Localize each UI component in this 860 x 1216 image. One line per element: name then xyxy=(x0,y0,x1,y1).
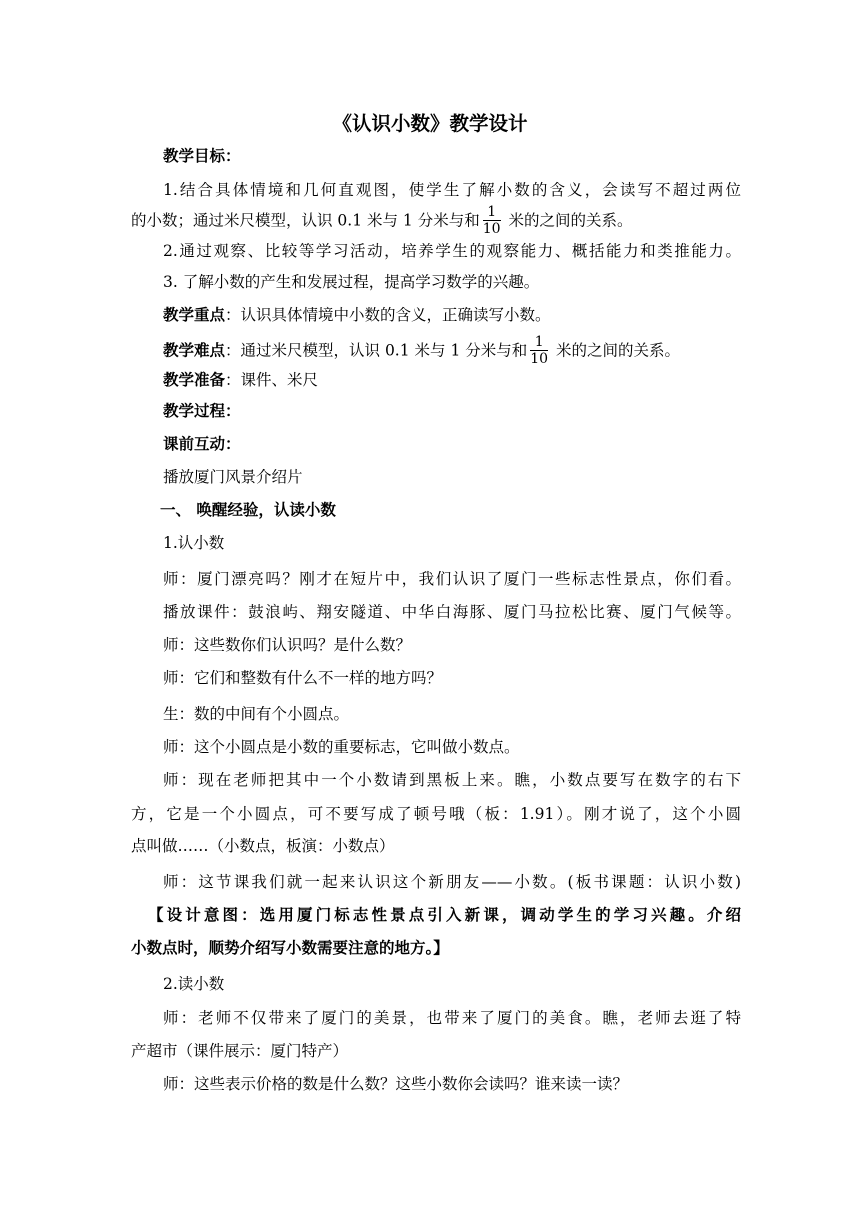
paragraph-line: 师：老师不仅带来了厦门的美景，也带来了厦门的美食。瞧，老师去逛了特 xyxy=(163,1009,741,1027)
preclass-heading: 课前互动： xyxy=(163,434,241,453)
paragraph: 师：这个小圆点是小数的重要标志，它叫做小数点。 xyxy=(163,738,520,756)
preclass-text: 播放厦门风景介绍片 xyxy=(163,468,303,486)
objective-3: 3. 了解小数的产生和发展过程，提高学习数学的兴趣。 xyxy=(163,273,540,291)
objective-1-line-1: 1.结合具体情境和几何直观图，使学生了解小数的含义，会读写不超过两位 xyxy=(163,181,741,199)
subsection-recognize: 1.认小数 xyxy=(163,534,225,552)
fraction-one-tenth: $\frac{1}{10}$ xyxy=(530,334,549,367)
paragraph-line: 点叫做……（小数点，板演：小数点） xyxy=(131,837,395,855)
paragraph-line: 师：现在老师把其中一个小数请到黑板上来。瞧，小数点要写在数字的右下 xyxy=(163,771,741,789)
objectives-heading: 教学目标： xyxy=(163,146,241,165)
paragraph: 师：这些数你们认识吗？是什么数？ xyxy=(163,636,412,654)
paragraph: 师：这节课我们就一起来认识这个新朋友——小数。(板书课题：认识小数) xyxy=(163,873,741,891)
subsection-read: 2.读小数 xyxy=(163,975,225,993)
paragraph: 师：厦门漂亮吗？刚才在短片中，我们认识了厦门一些标志性景点，你们看。 xyxy=(163,570,741,588)
objective-1-line-2: 的小数；通过米尺模型，认识 0.1 米与 1 分米与和 $\frac{1}{10}$ 米的之间的关系。 xyxy=(131,204,633,237)
design-intent-line-2: 小数点时，顺势介绍写小数需要注意的地方。】 xyxy=(131,938,449,957)
difficult-point: 教学难点：通过米尺模型，认识 0.1 米与 1 分米与和 $\frac{1}{10}$ 米的之间的关系。 xyxy=(163,334,681,367)
design-intent-line-1: 【设计意图：选用厦门标志性景点引入新课，调动学生的学习兴趣。介绍 xyxy=(148,905,741,924)
key-point: 教学重点：认识具体情境中小数的含义，正确读写小数。 xyxy=(163,305,551,324)
paragraph-line: 产超市（课件展示：厦门特产） xyxy=(131,1042,349,1060)
document-title: 《认识小数》教学设计 xyxy=(332,112,528,135)
process-heading: 教学过程： xyxy=(163,401,241,420)
paragraph: 师：它们和整数有什么不一样的地方吗？ xyxy=(163,669,443,687)
section-1-heading: 一、 唤醒经验，认读小数 xyxy=(160,500,336,519)
paragraph: 播放课件：鼓浪屿、翔安隧道、中华白海豚、厦门马拉松比赛、厦门气候等。 xyxy=(163,603,741,621)
paragraph-line: 方，它是一个小圆点，可不要写成了顿号哦（板：1.91）。刚才说了，这个小圆 xyxy=(131,805,741,823)
paragraph: 师：这些表示价格的数是什么数？这些小数你会读吗？谁来读一读？ xyxy=(163,1075,629,1093)
fraction-one-tenth: $\frac{1}{10}$ xyxy=(482,204,501,237)
objective-2: 2.通过观察、比较等学习活动，培养学生的观察能力、概括能力和类推能力。 xyxy=(163,242,741,260)
preparation: 教学准备：课件、米尺 xyxy=(163,370,319,389)
paragraph: 生：数的中间有个小圆点。 xyxy=(163,705,350,723)
